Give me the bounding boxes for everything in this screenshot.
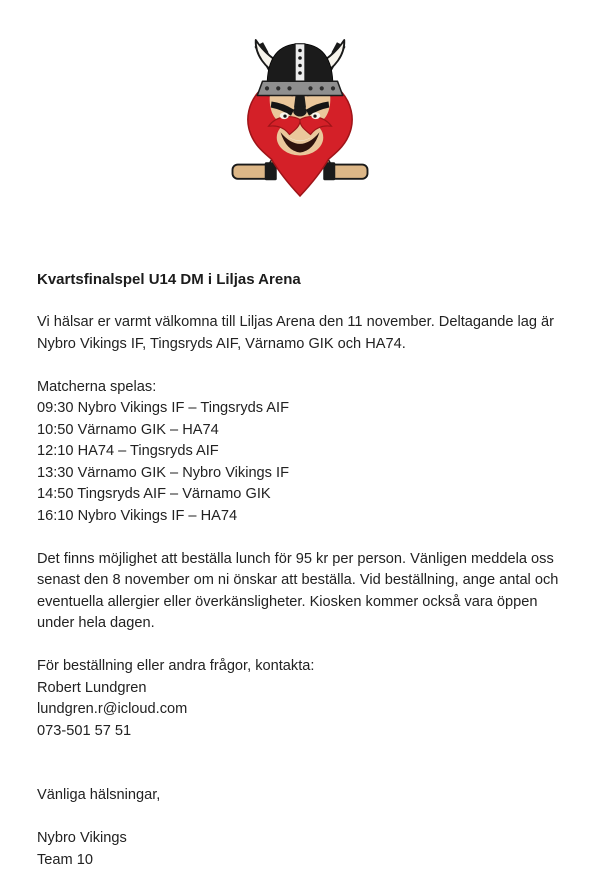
match-line: 10:50 Värnamo GIK – HA74 (37, 420, 577, 442)
match-line: 14:50 Tingsryds AIF – Värnamo GIK (37, 484, 577, 506)
document-title: Kvartsfinalspel U14 DM i Liljas Arena (37, 269, 577, 291)
signature-group: Team 10 (37, 850, 577, 871)
closing-line: Vänliga hälsningar, (37, 785, 577, 807)
match-line: 09:30 Nybro Vikings IF – Tingsryds AIF (37, 398, 577, 420)
contact-phone: 073-501 57 51 (37, 721, 577, 743)
letter-body (0, 269, 599, 871)
helmet (257, 44, 343, 96)
contact-section (37, 656, 577, 742)
match-line: 12:10 HA74 – Tingsryds AIF (37, 441, 577, 463)
signature-section (37, 828, 577, 871)
match-line: 13:30 Värnamo GIK – Nybro Vikings IF (37, 463, 577, 485)
contact-heading: För beställning eller andra frågor, kontakta: (37, 656, 577, 678)
match-line: 16:10 Nybro Vikings IF – HA74 (37, 506, 577, 528)
intro-paragraph: Vi hälsar er varmt välkomna till Liljas Arena den 11 november. Deltagande lag är Nybro Vikings IF, Tingsryds AIF, Värnamo GIK och HA74. (37, 312, 577, 355)
contact-name: Robert Lundgren (37, 678, 577, 700)
logo-container (0, 0, 600, 213)
schedule-section (37, 377, 577, 528)
schedule-heading: Matcherna spelas: (37, 377, 577, 399)
nybro-vikings-logo (225, 34, 375, 208)
signature-team: Nybro Vikings (37, 828, 577, 850)
contact-email: lundgren.r@icloud.com (37, 699, 577, 721)
lunch-paragraph: Det finns möjlighet att beställa lunch för 95 kr per person. Vänligen meddela oss senast den 8 november om ni önskar att beställa. Vid beställning, ange antal och eventuella allergier eller överkänsligheter. Kiosken kommer också vara öppen under hela dagen. (37, 549, 577, 635)
